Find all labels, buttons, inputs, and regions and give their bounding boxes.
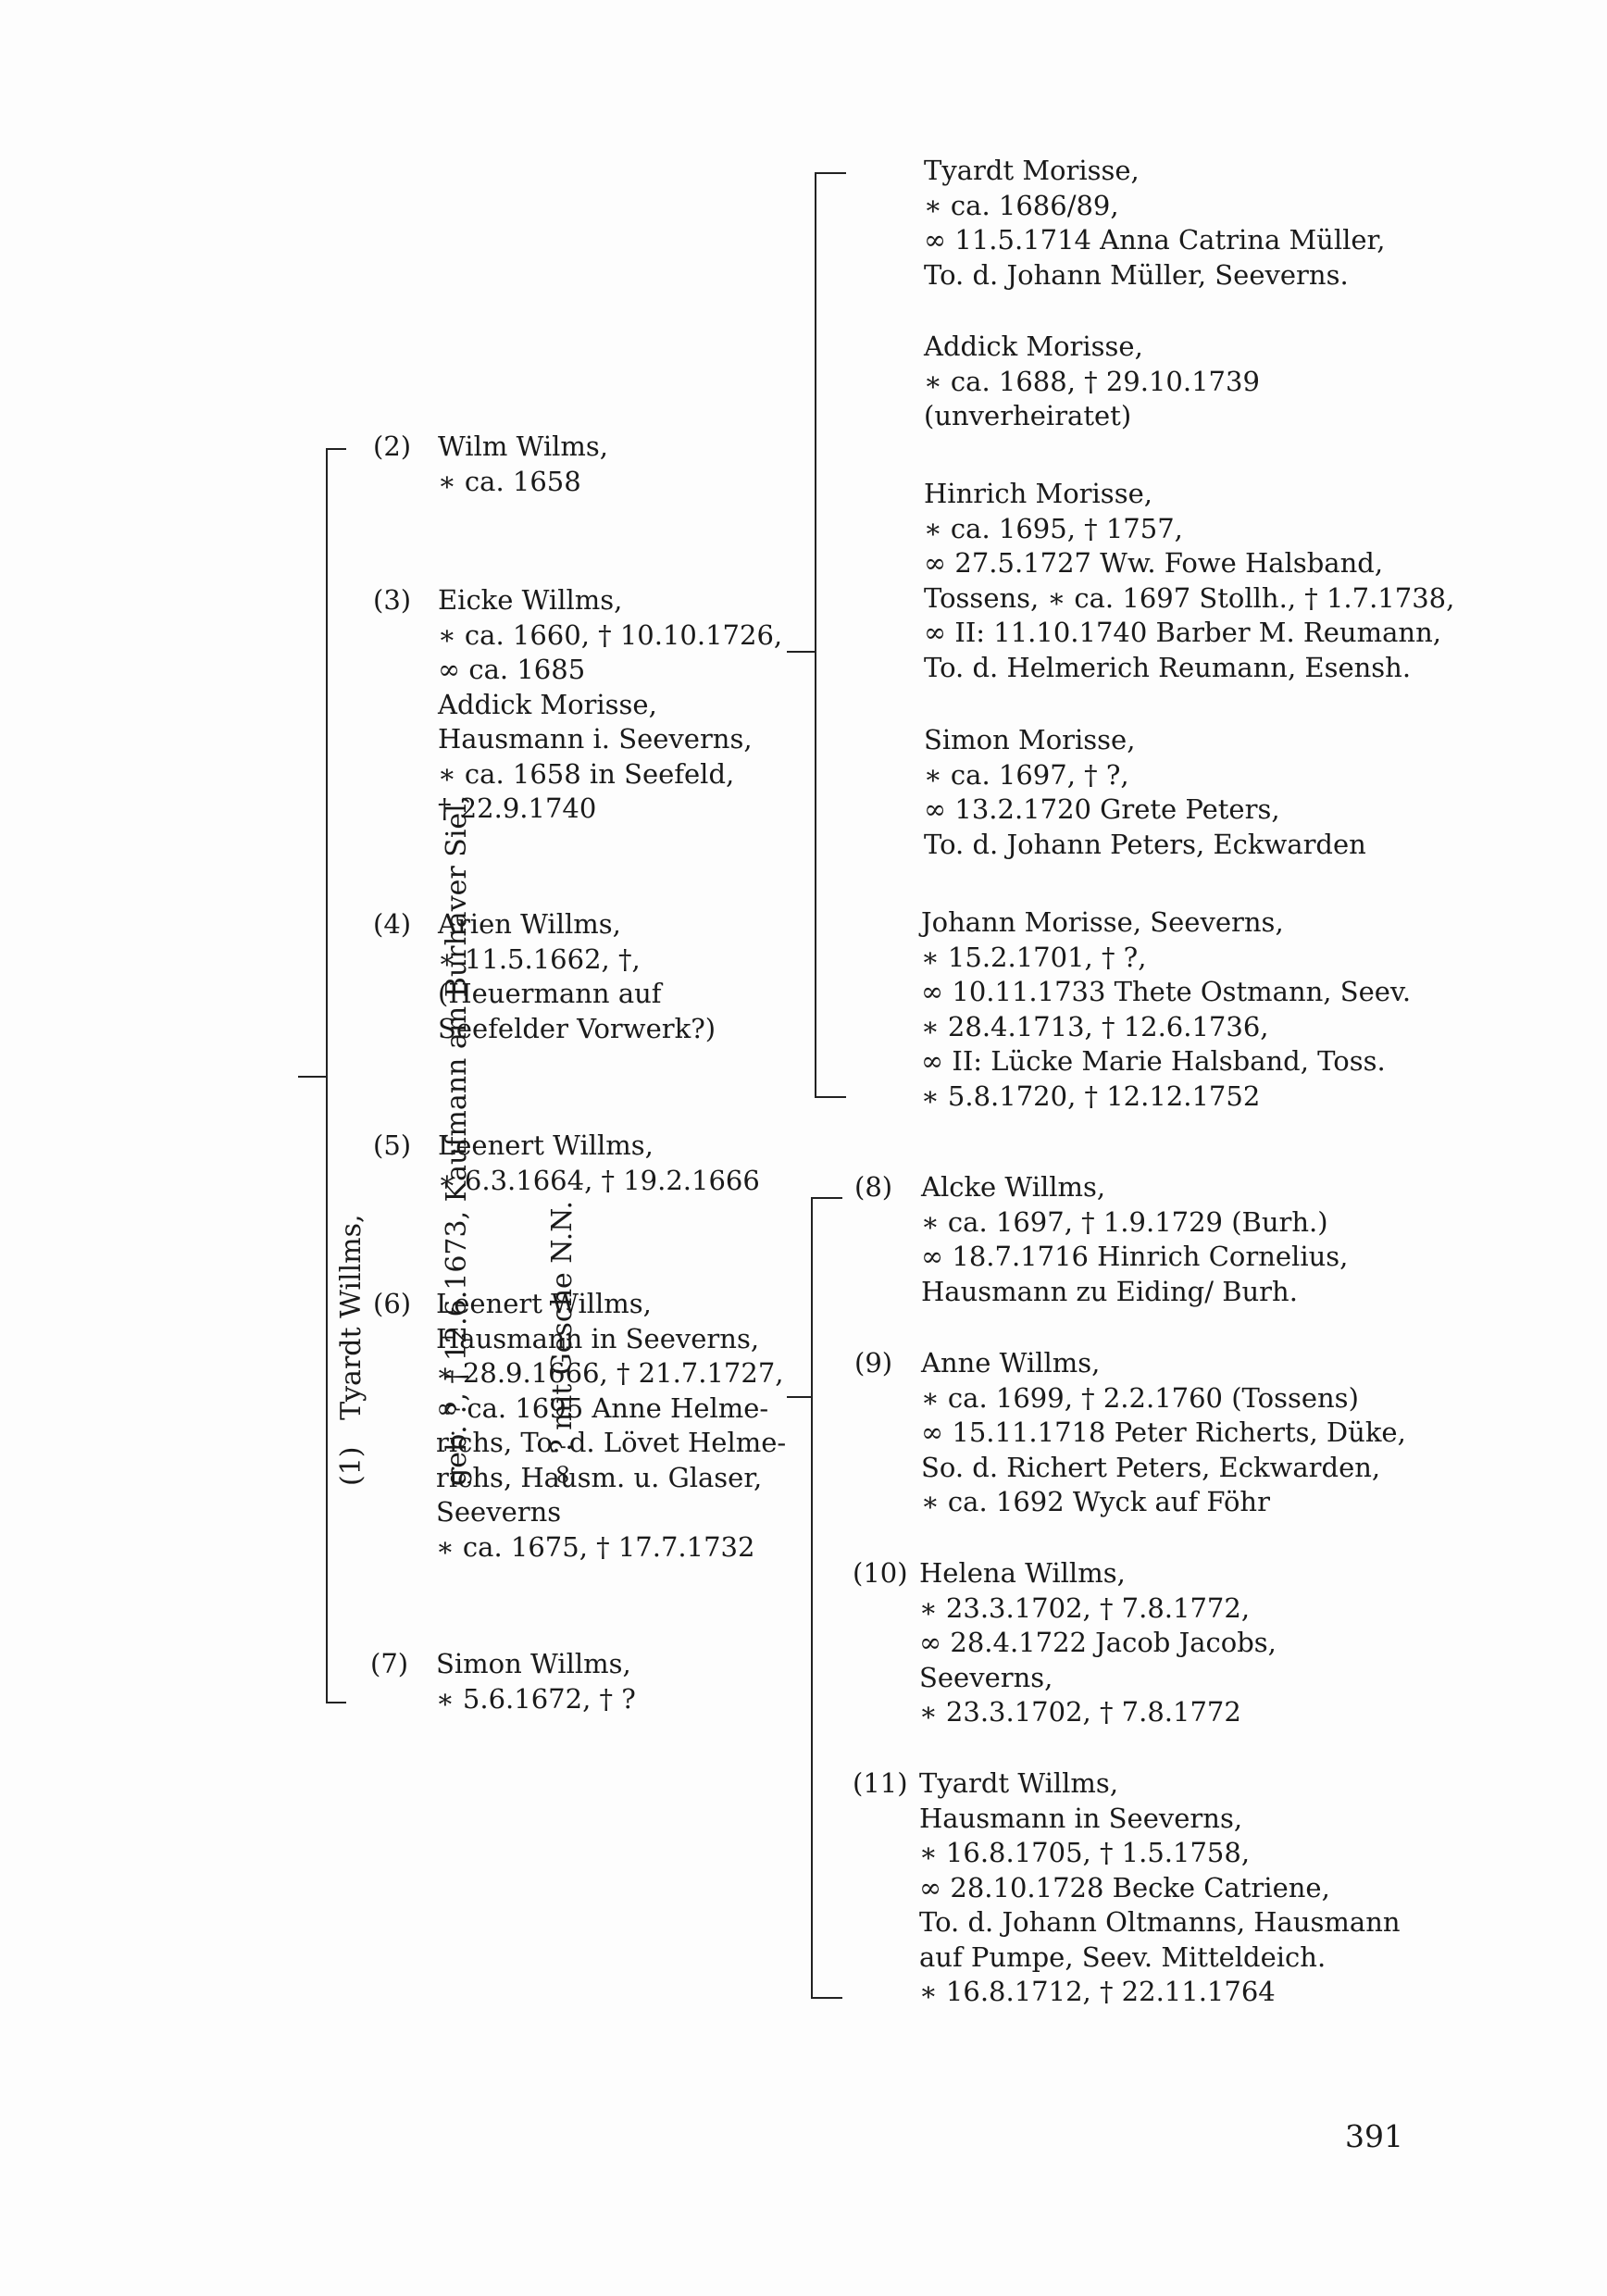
grandchild-8: Alcke Willms, ∗ ca. 1697, † 1.9.1729 (Burh.) ∞ 18.7.1716 Hinrich Cornelius, Hausmann zu Eiding/ Burh. (921, 1171, 1349, 1307)
grandchildren-bracket-bottom (811, 1997, 842, 1999)
child6-connector (787, 1396, 813, 1398)
grandchild-num: (8) (854, 1171, 893, 1203)
child-6: Leenert Willms, Hausmann in Seeverns, ∗ 28.9.1666, † 21.7.1727, ∞ ca. 1695 Anne Helme- richs, To. d. Lövet Helme- richs, Hausm. u. Glaser, Seeverns ∗ ca. 1675, † 17.7.1732 (436, 1288, 787, 1563)
grandchildren-bracket-top (811, 1197, 842, 1199)
morisse-johann: Johann Morisse, Seeverns, ∗ 15.2.1701, † ?, ∞ 10.11.1733 Thete Ostmann, Seev. ∗ 28.4.1713, † 12.6.1736, ∞ II: Lücke Marie Halsband, Toss. ∗ 5.8.1720, † 12.12.1752 (921, 906, 1412, 1112)
child-num: (6) (373, 1288, 412, 1319)
child-2: Wilm Wilms, ∗ ca. 1658 (438, 430, 609, 497)
morisse-hinrich: Hinrich Morisse, ∗ ca. 1695, † 1757, ∞ 27.5.1727 Ww. Fowe Halsband, Tossens, ∗ ca. 1697 Stollh., † 1.7.1738, ∞ II: 11.10.1740 Barber M. Reumann, To. d. Helmerich Reumann, Esensh. (924, 478, 1455, 683)
children-bracket-bottom (326, 1702, 346, 1703)
grandchild-9: Anne Willms, ∗ ca. 1699, † 2.2.1760 (Tossens) ∞ 15.11.1718 Peter Richerts, Düke, So. d. Richert Peters, Eckwarden, ∗ ca. 1692 Wyck auf Föhr (921, 1347, 1406, 1517)
grandchild-num: (10) (853, 1557, 908, 1589)
grandchild-10: Helena Willms, ∗ 23.3.1702, † 7.8.1772, ∞ 28.4.1722 Jacob Jacobs, Seeverns, ∗ 23.3.1702, † 7.8.1772 (919, 1557, 1277, 1728)
child-7: Simon Willms, ∗ 5.6.1672, † ? (436, 1648, 636, 1715)
morisse-bracket (815, 172, 816, 1098)
child-5: Leenert Willms, ∗ 6.3.1664, † 19.2.1666 (438, 1129, 760, 1196)
root-line-2: geb. ?, † 12.6.1673, Kaufmann am Burhaver Siel, (441, 794, 473, 1486)
child-4: Arien Willms, ∗ 11.5.1662, †, (Heuermann auf Seefelder Vorwerk?) (438, 908, 716, 1044)
child-3: Eicke Willms, ∗ ca. 1660, † 10.10.1726, ∞ ca. 1685 Addick Morisse, Hausmann i. Seeverns, ∗ ca. 1658 in Seefeld, † 22.9.1740 (438, 584, 783, 824)
page-number: 391 (1345, 2118, 1403, 2154)
morisse-simon: Simon Morisse, ∗ ca. 1697, † ?, ∞ 13.2.1720 Grete Peters, To. d. Johann Peters, Eckwarden (924, 724, 1366, 860)
grandchild-num: (9) (854, 1347, 893, 1379)
grandchild-num: (11) (853, 1767, 908, 1799)
children-bracket-top (326, 448, 346, 450)
child3-connector (787, 651, 815, 653)
child-num: (4) (373, 908, 412, 940)
root-line-1: (1) Tyardt Willms, (335, 1214, 367, 1486)
root-connector (298, 1076, 328, 1078)
morisse-addick: Addick Morisse, ∗ ca. 1688, † 29.10.1739 (unverheiratet) (924, 331, 1260, 431)
child-num: (2) (373, 430, 412, 462)
morisse-tyardt: Tyardt Morisse, ∗ ca. 1686/89, ∞ 11.5.1714 Anna Catrina Müller, To. d. Johann Müller, Seeverns. (924, 155, 1386, 291)
root-line-3: ∞ ? mit Gesche N.N. (546, 1200, 579, 1486)
child-num: (3) (373, 584, 412, 616)
grandchild-11: Tyardt Willms, Hausmann in Seeverns, ∗ 16.8.1705, † 1.5.1758, ∞ 28.10.1728 Becke Catriene, To. d. Johann Oltmanns, Hausmann auf Pumpe, Seev. Mitteldeich. ∗ 16.8.1712, † 22.11.1764 (919, 1767, 1401, 2007)
child-num: (7) (370, 1648, 409, 1679)
morisse-bracket-top (815, 172, 846, 174)
child-num: (5) (373, 1129, 412, 1161)
grandchildren-bracket (811, 1197, 813, 1999)
morisse-bracket-bottom (815, 1096, 846, 1098)
